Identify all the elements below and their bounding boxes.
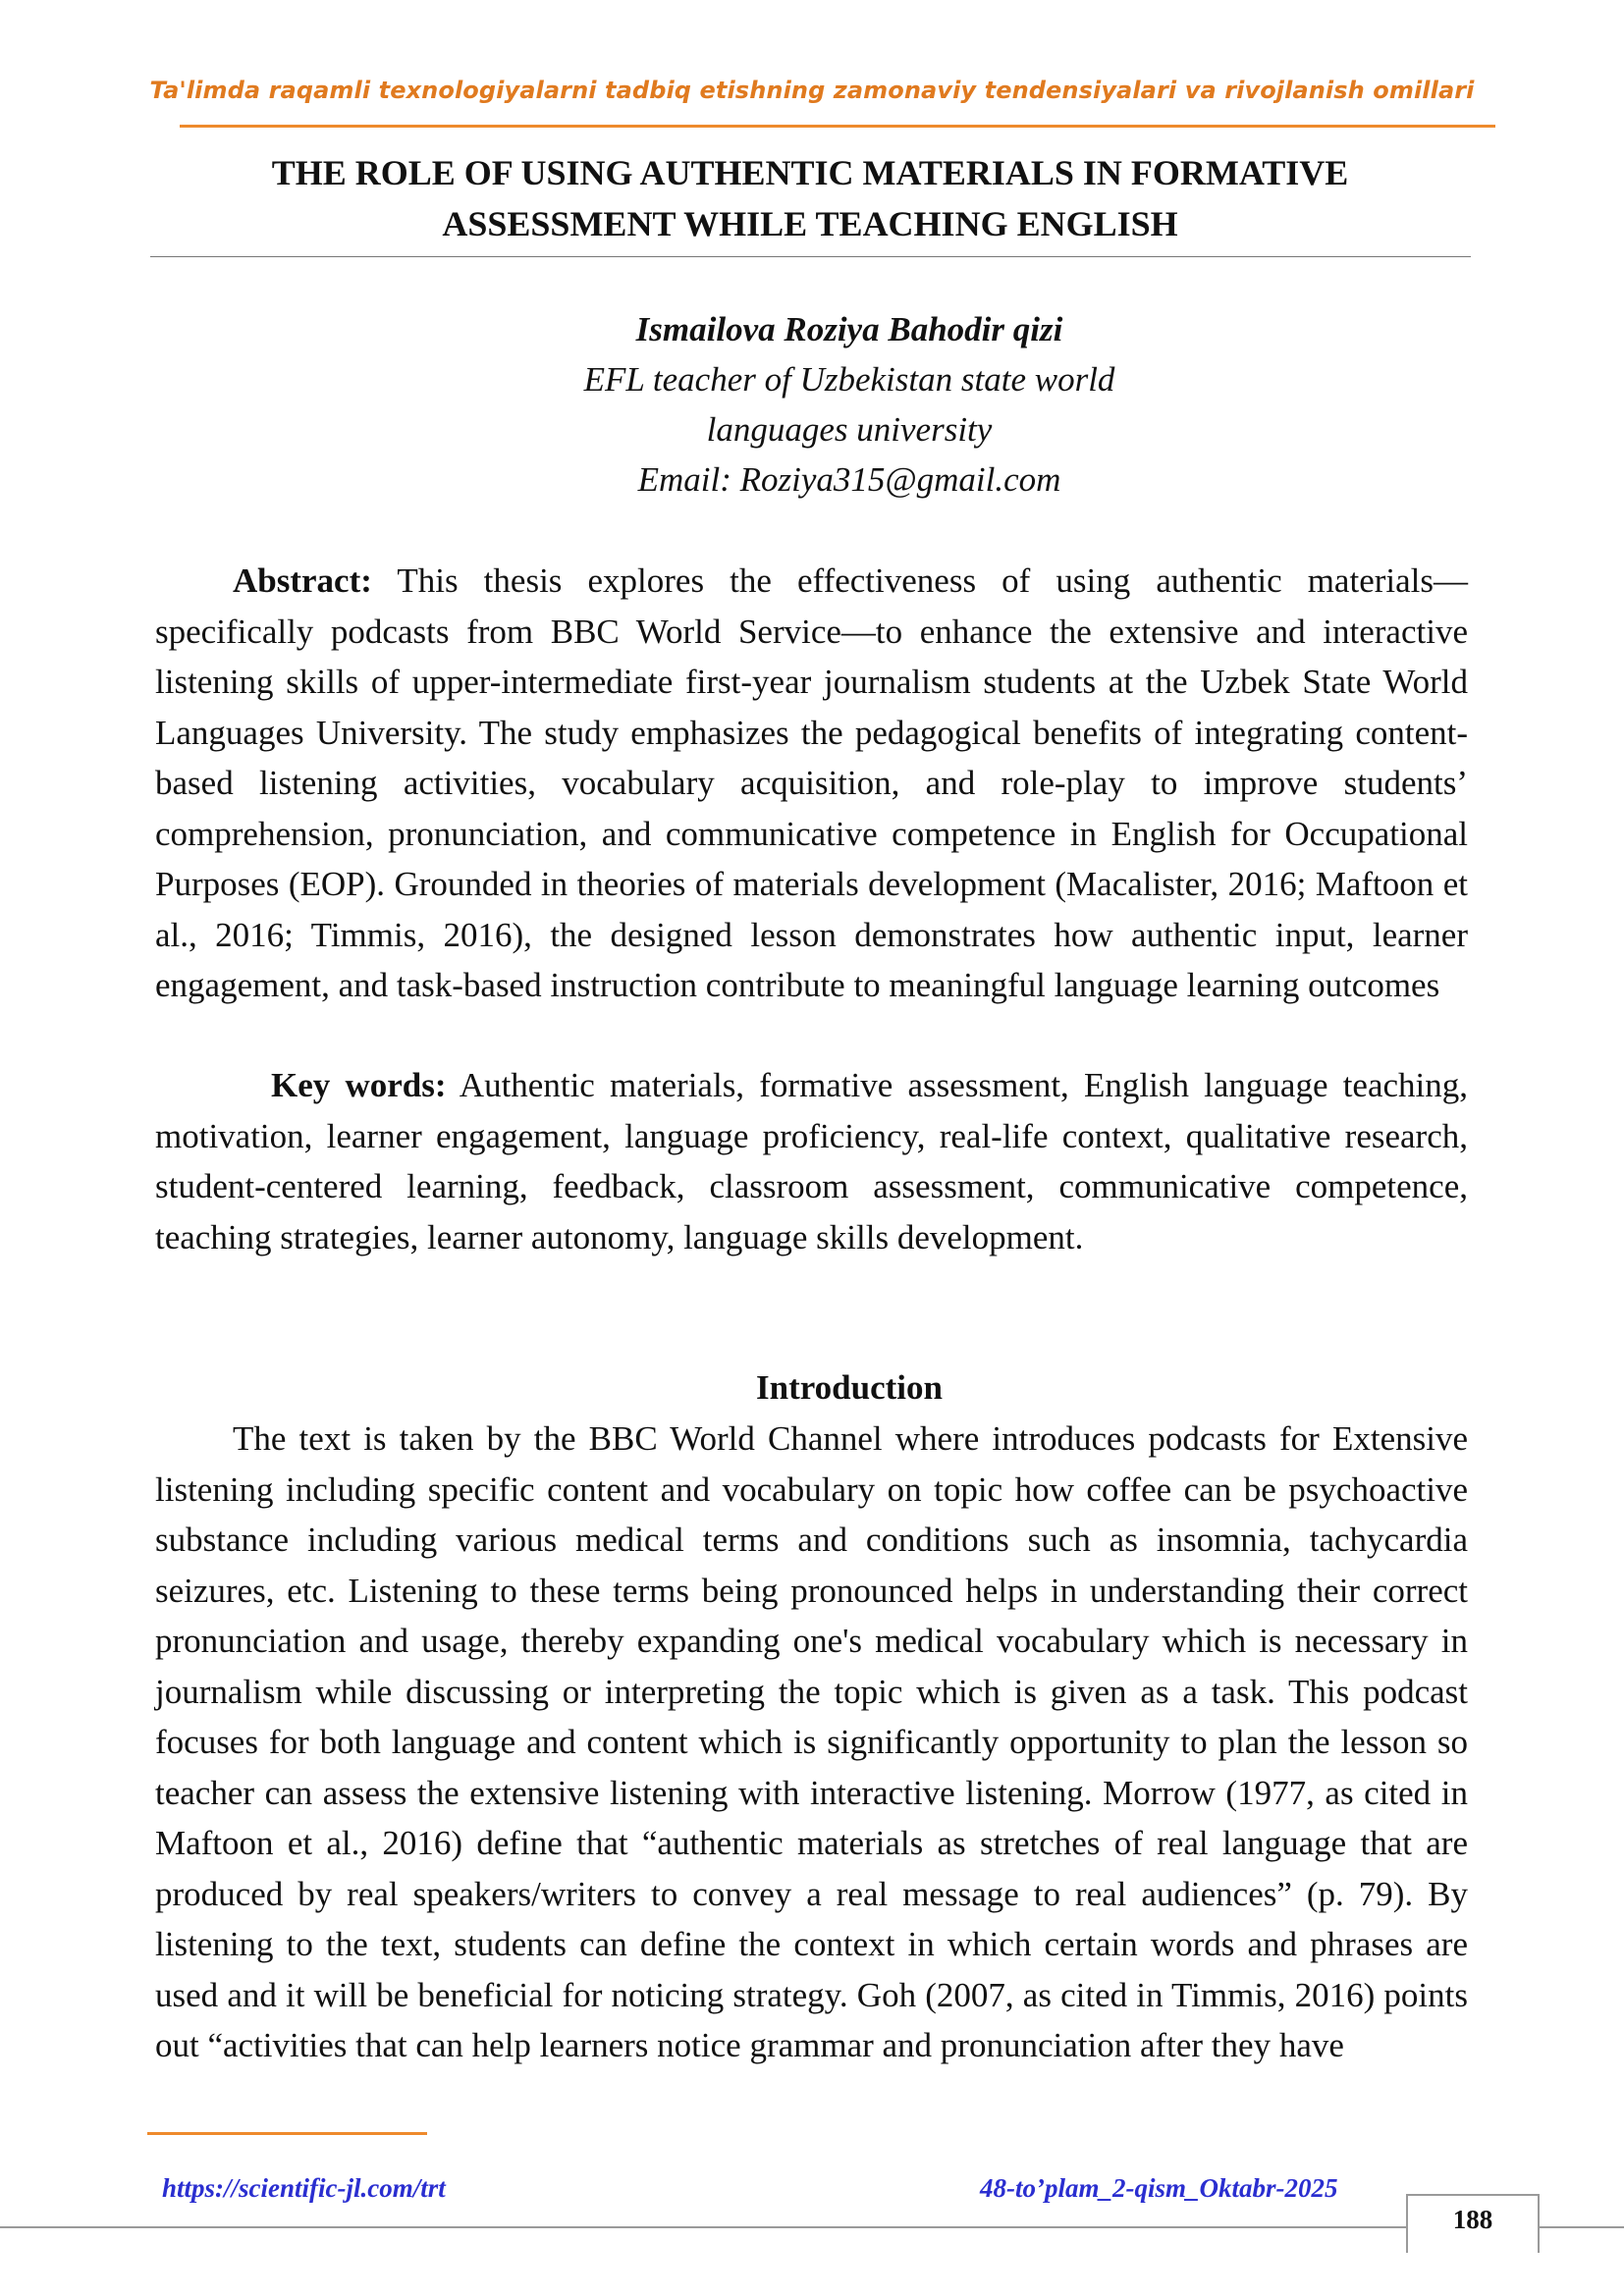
keywords-text: Authentic materials, formative assessment, English language teaching, motivation, learner engagement, language proficiency, real-life context, qualitative research, student-centered learning, feedback, classroom assessment, communicative competence, teaching strategies, learner autonomy, language skills development.: [155, 1066, 1469, 1256]
keywords-section: [155, 1060, 1468, 1262]
running-header: Ta'limda raqamli texnologiyalarni tadbiq etishning zamonaviy tendensiyalari va rivojlanish omillari: [149, 77, 1475, 104]
abstract-paragraph: [155, 556, 1468, 1011]
author-affiliation-line-2: languages university: [706, 410, 993, 449]
title-divider: [150, 256, 1471, 257]
title-line-1: THE ROLE OF USING AUTHENTIC MATERIALS IN FORMATIVE: [271, 153, 1349, 192]
page-number: 188: [1452, 2205, 1493, 2234]
keywords-paragraph: [155, 1060, 1468, 1262]
author-email: Email: Roziya315@gmail.com: [637, 460, 1061, 499]
introduction-paragraph: The text is taken by the BBC World Channel where introduces podcasts for Extensive listening including specific content and vocabulary on topic how coffee can be psychoactive substance including various medical terms and conditions such as insomnia, tachycardia seizures, etc. Listening to these terms being pronounced helps in understanding their correct pronunciation and usage, thereby expanding one's medical vocabulary which is necessary in journalism while discussing or interpreting the topic which is given as a task. This podcast focuses for both language and content which is significantly opportunity to plan the lesson so teacher can assess the extensive listening with interactive listening. Morrow (1977, as cited in Maftoon et al., 2016) define that “authentic materials as stretches of real language that are produced by real speakers/writers to convey a real message to real audiences” (p. 79). By listening to the text, students can define the context in which certain words and phrases are used and it will be beneficial for noticing strategy. Goh (2007, as cited in Timmis, 2016) points out “activities that can help learners notice grammar and pronunciation after they have: [155, 1419, 1468, 2064]
header-divider: [180, 125, 1495, 128]
article-title: [147, 147, 1473, 249]
author-name: Ismailova Roziya Bahodir qizi: [635, 310, 1063, 348]
issue-label: 48-to’plam_2-qism_Oktabr-2025: [980, 2173, 1338, 2203]
abstract-text: This thesis explores the effectiveness of using authentic materials—specifically podcasts from BBC World Service—to enhance the extensive and interactive listening skills of upper-intermediate first-year journalism students at the Uzbek State World Languages University. The study emphasizes the pedagogical benefits of integrating content-based listening activities, vocabulary acquisition, and role-play to improve students’ comprehension, pronunciation, and communicative competence in English for Occupational Purposes (EOP). Grounded in theories of materials development (Macalister, 2016; Maftoon et al., 2016; Timmis, 2016), the designed lesson demonstrates how authentic input, learner engagement, and task-based instruction contribute to meaningful language learning outcomes: [155, 561, 1468, 1004]
title-line-2: ASSESSMENT WHILE TEACHING ENGLISH: [442, 204, 1178, 243]
abstract-label: Abstract:: [233, 561, 372, 600]
introduction-section: [155, 1414, 1468, 2071]
author-affiliation-line-1: EFL teacher of Uzbekistan state world: [583, 360, 1115, 399]
author-block: [422, 304, 1276, 505]
footer-accent-line: [147, 2132, 427, 2135]
introduction-heading: Introduction: [756, 1368, 943, 1407]
journal-url-link[interactable]: https://scientific-jl.com/trt: [162, 2173, 446, 2203]
abstract-section: [155, 556, 1468, 1011]
keywords-label: Key words:: [271, 1066, 447, 1104]
footer-divider: [0, 2226, 1624, 2228]
